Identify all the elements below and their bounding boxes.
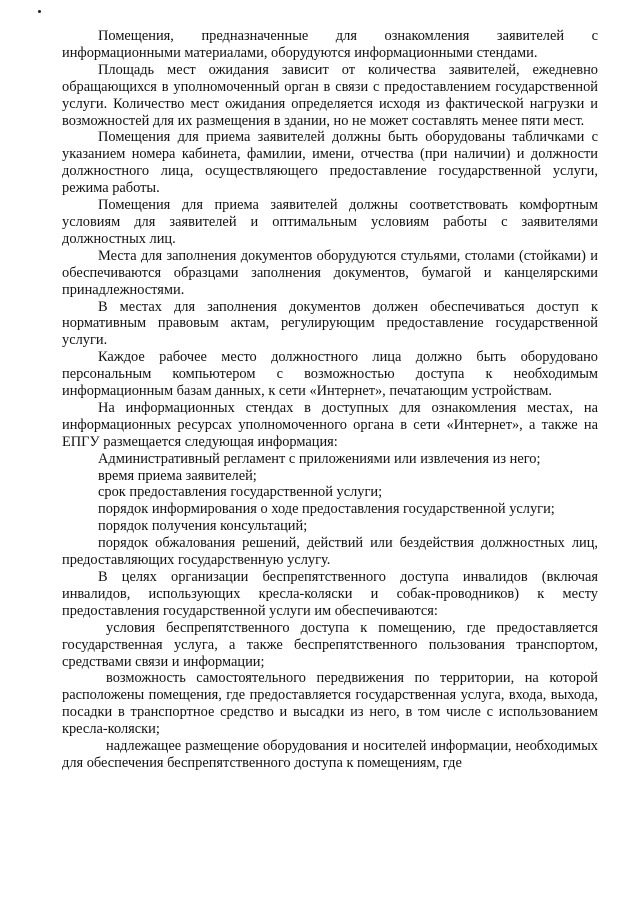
paragraph-comfort-conditions: Помещения для приема заявителей должны соответствовать комфортным условиям для заявителей и оптимальным условиям работы с заявителями должностных лиц. <box>62 197 598 247</box>
list-item-service-term: срок предоставления государственной услуги; <box>98 484 383 501</box>
document-page <box>62 28 598 772</box>
paragraph-info-placement: На информационных стендах в доступных для ознакомления местах, на информационных ресурсах уполномоченного органа в сети «Интернет», а также на ЕПГУ размещается следующая информация: <box>62 399 598 450</box>
scan-speck <box>38 10 41 13</box>
list-item-premises-access: условия беспрепятственного доступа к помещению, где предоставляется государственная услуга, а также беспрепятственного пользования транспортом, средствами связи и информации; <box>62 619 598 670</box>
paragraph-legal-acts-access: В местах для заполнения документов должен обеспечиваться доступ к нормативным правовым актам, регулирующим предоставление государственной услуги. <box>62 298 598 349</box>
paragraph-workplace-equipment: Каждое рабочее место должностного лица должно быть оборудовано персональным компьютером с возможностью доступа к необходимым информационным базам данных, к сети «Интернет», печатающим устройствам. <box>62 349 598 400</box>
paragraph-info-stands: Помещения, предназначенные для ознакомления заявителей с информационными материалами, оборудуются информационными стендами. <box>62 28 598 61</box>
paragraph-reception-signs: Помещения для приема заявителей должны быть оборудованы табличками с указанием номера кабинета, фамилии, имени, отчества (при наличии) и должности должностного лица, осуществляющего предоставление государственной услуги, режима работы. <box>62 129 598 197</box>
list-item-independent-movement: возможность самостоятельного передвижения по территории, на которой расположены помещения, где предоставляется государственная услуга, входа, выхода, посадки в транспортное средство и высадки из него, в том числе с использованием кресла-коляски; <box>62 670 598 738</box>
list-item-reception-time: время приема заявителей; <box>98 467 257 484</box>
list-item-appeals: порядок обжалования решений, действий или бездействия должностных лиц, предоставляющих государственную услугу. <box>62 535 598 569</box>
paragraph-form-filling-places: Места для заполнения документов оборудуются стульями, столами (стойками) и обеспечиваются образцами заполнения документов, бумагой и канцелярскими принадлежностями. <box>62 247 598 298</box>
paragraph-disabled-access: В целях организации беспрепятственного доступа инвалидов (включая инвалидов, использующих кресла-коляски и собак-проводников) к месту предоставления государственной услуги им обеспечиваются: <box>62 569 598 619</box>
list-item-equipment-placement: надлежащее размещение оборудования и носителей информации, необходимых для обеспечения беспрепятственного доступа к помещениям, где <box>62 738 598 771</box>
paragraph-waiting-area: Площадь мест ожидания зависит от количества заявителей, ежедневно обращающихся в уполномоченный орган в связи с предоставлением государственной услуги. Количество мест ожидания определяется исходя из фактической нагрузки и возможностей для их размещения в здании, но не может составлять менее пяти мест. <box>62 61 598 129</box>
list-item-progress-info: порядок информирования о ходе предоставления государственной услуги; <box>98 501 555 518</box>
list-item-consultations: порядок получения консультаций; <box>98 518 308 535</box>
list-item-regulation: Административный регламент с приложениями или извлечения из него; <box>98 450 541 467</box>
